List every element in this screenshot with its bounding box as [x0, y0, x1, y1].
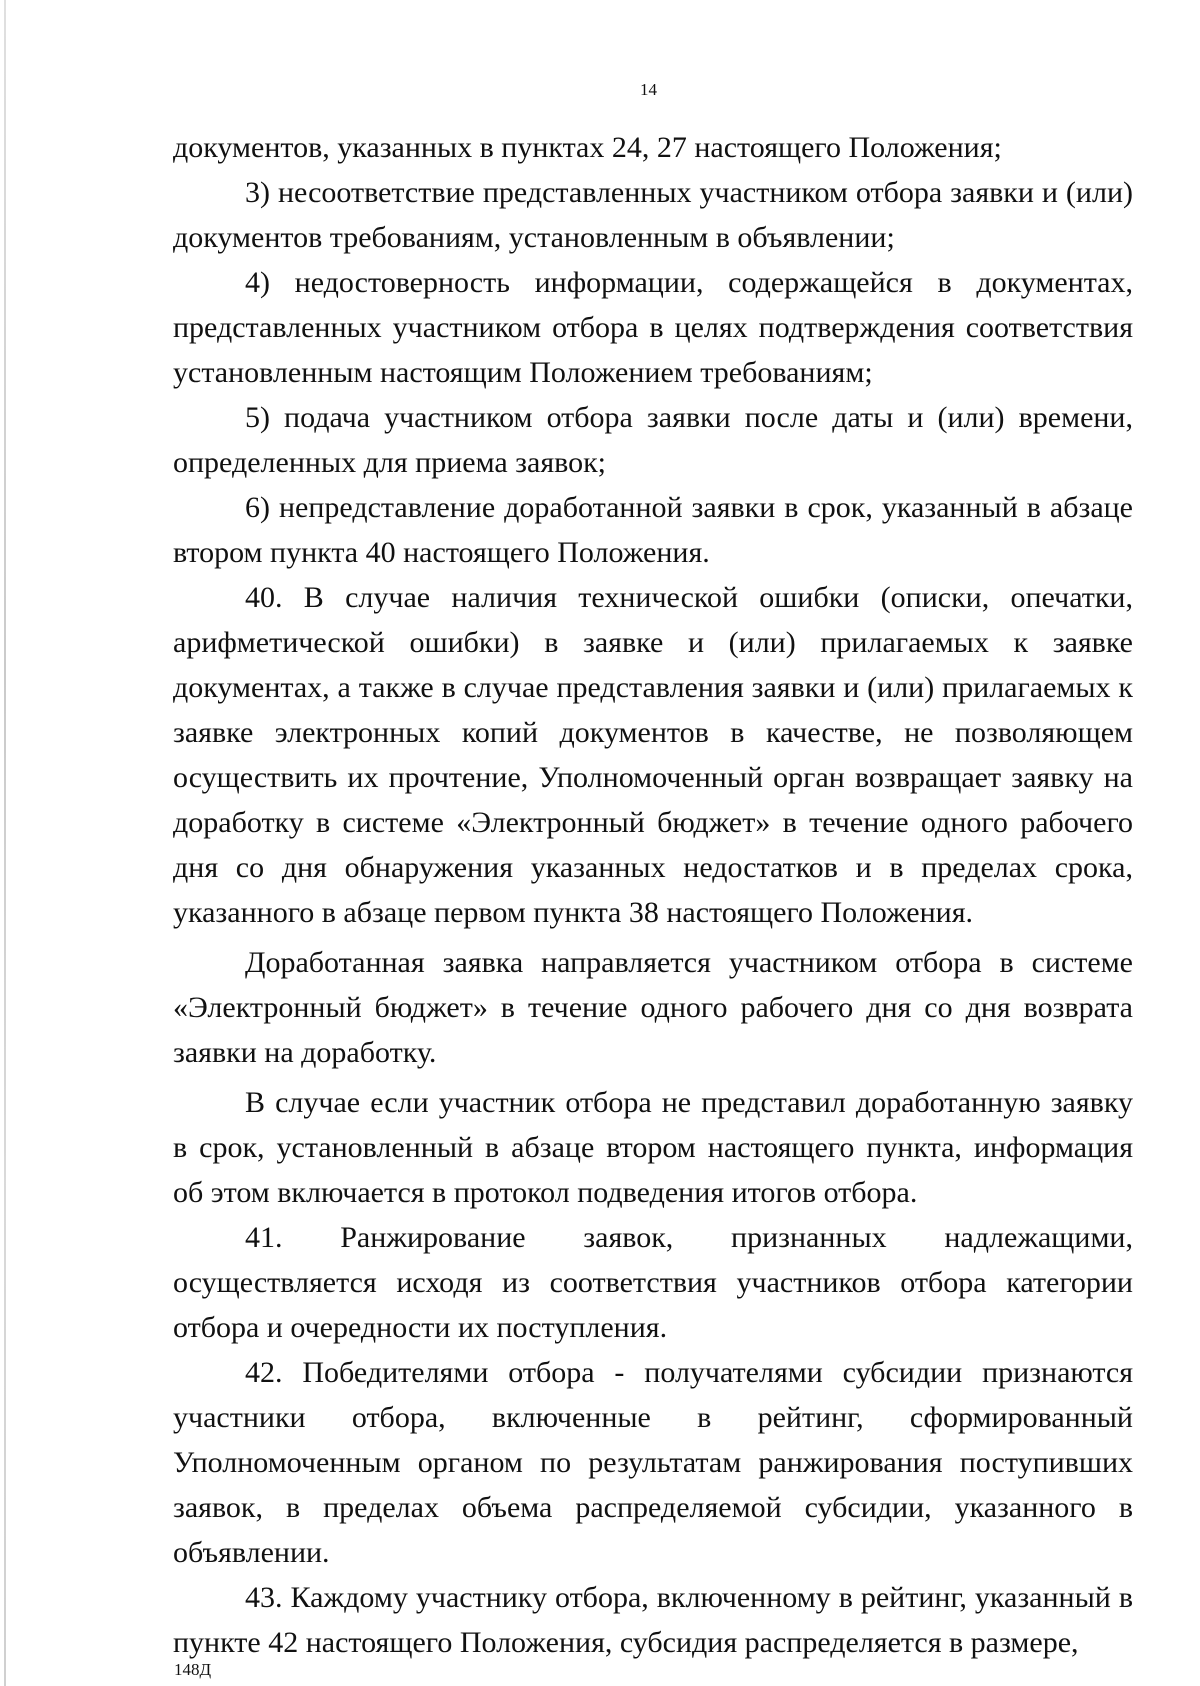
paragraph-clause-40-third: В случае если участник отбора не представил доработанную заявку в срок, установленный в абзаце втором настоящего пункта, информация об этом включается в протокол подведения итогов отбора. [173, 1086, 1133, 1209]
scan-edge-line [4, 0, 6, 1686]
paragraph-item-5: 5) подача участником отбора заявки после даты и (или) времени, определенных для приема заявок; [173, 401, 1133, 479]
paragraph-clause-41: 41. Ранжирование заявок, признанных надлежащими, осуществляется исходя из соответствия участников отбора категории отбора и очередности их поступления. [173, 1221, 1133, 1344]
paragraph-continuation: документов, указанных в пунктах 24, 27 настоящего Положения; [173, 131, 1002, 164]
paragraph-clause-40-second: Доработанная заявка направляется участником отбора в системе «Электронный бюджет» в течение одного рабочего дня со дня возврата заявки на доработку. [173, 946, 1133, 1069]
paragraph-clause-43: 43. Каждому участнику отбора, включенному в рейтинг, указанный в пункте 42 настоящего Положения, субсидия распределяется в размере, [173, 1581, 1133, 1659]
paragraph-clause-40: 40. В случае наличия технической ошибки (описки, опечатки, арифметической ошибки) в заявке и (или) прилагаемых к заявке документах, а также в случае представления заявки и (или) прилагаемых к заявке электронных копий документов в качестве, не позволяющем осуществить их прочтение, Уполномоченный орган возвращает заявку на доработку в системе «Электронный бюджет» в течение одного рабочего дня со дня обнаружения указанных недостатков и в пределах срока, указанного в абзаце первом пункта 38 настоящего Положения. [173, 581, 1133, 929]
paragraph-item-4: 4) недостоверность информации, содержащейся в документах, представленных участником отбора в целях подтверждения соответствия установленным настоящим Положением требованиям; [173, 266, 1133, 389]
footer-code: 148Д [174, 1660, 212, 1679]
document-body [173, 125, 1133, 1665]
paragraph-item-3: 3) несоответствие представленных участником отбора заявки и (или) документов требованиям, установленным в объявлении; [173, 176, 1133, 254]
paragraph-item-6: 6) непредставление доработанной заявки в срок, указанный в абзаце втором пункта 40 настоящего Положения. [173, 491, 1133, 569]
page-number: 14 [640, 80, 657, 99]
paragraph-clause-42: 42. Победителями отбора - получателями субсидии признаются участники отбора, включенные в рейтинг, сформированный Уполномоченным органом по результатам ранжирования поступивших заявок, в пределах объема распределяемой субсидии, указанного в объявлении. [173, 1356, 1133, 1569]
